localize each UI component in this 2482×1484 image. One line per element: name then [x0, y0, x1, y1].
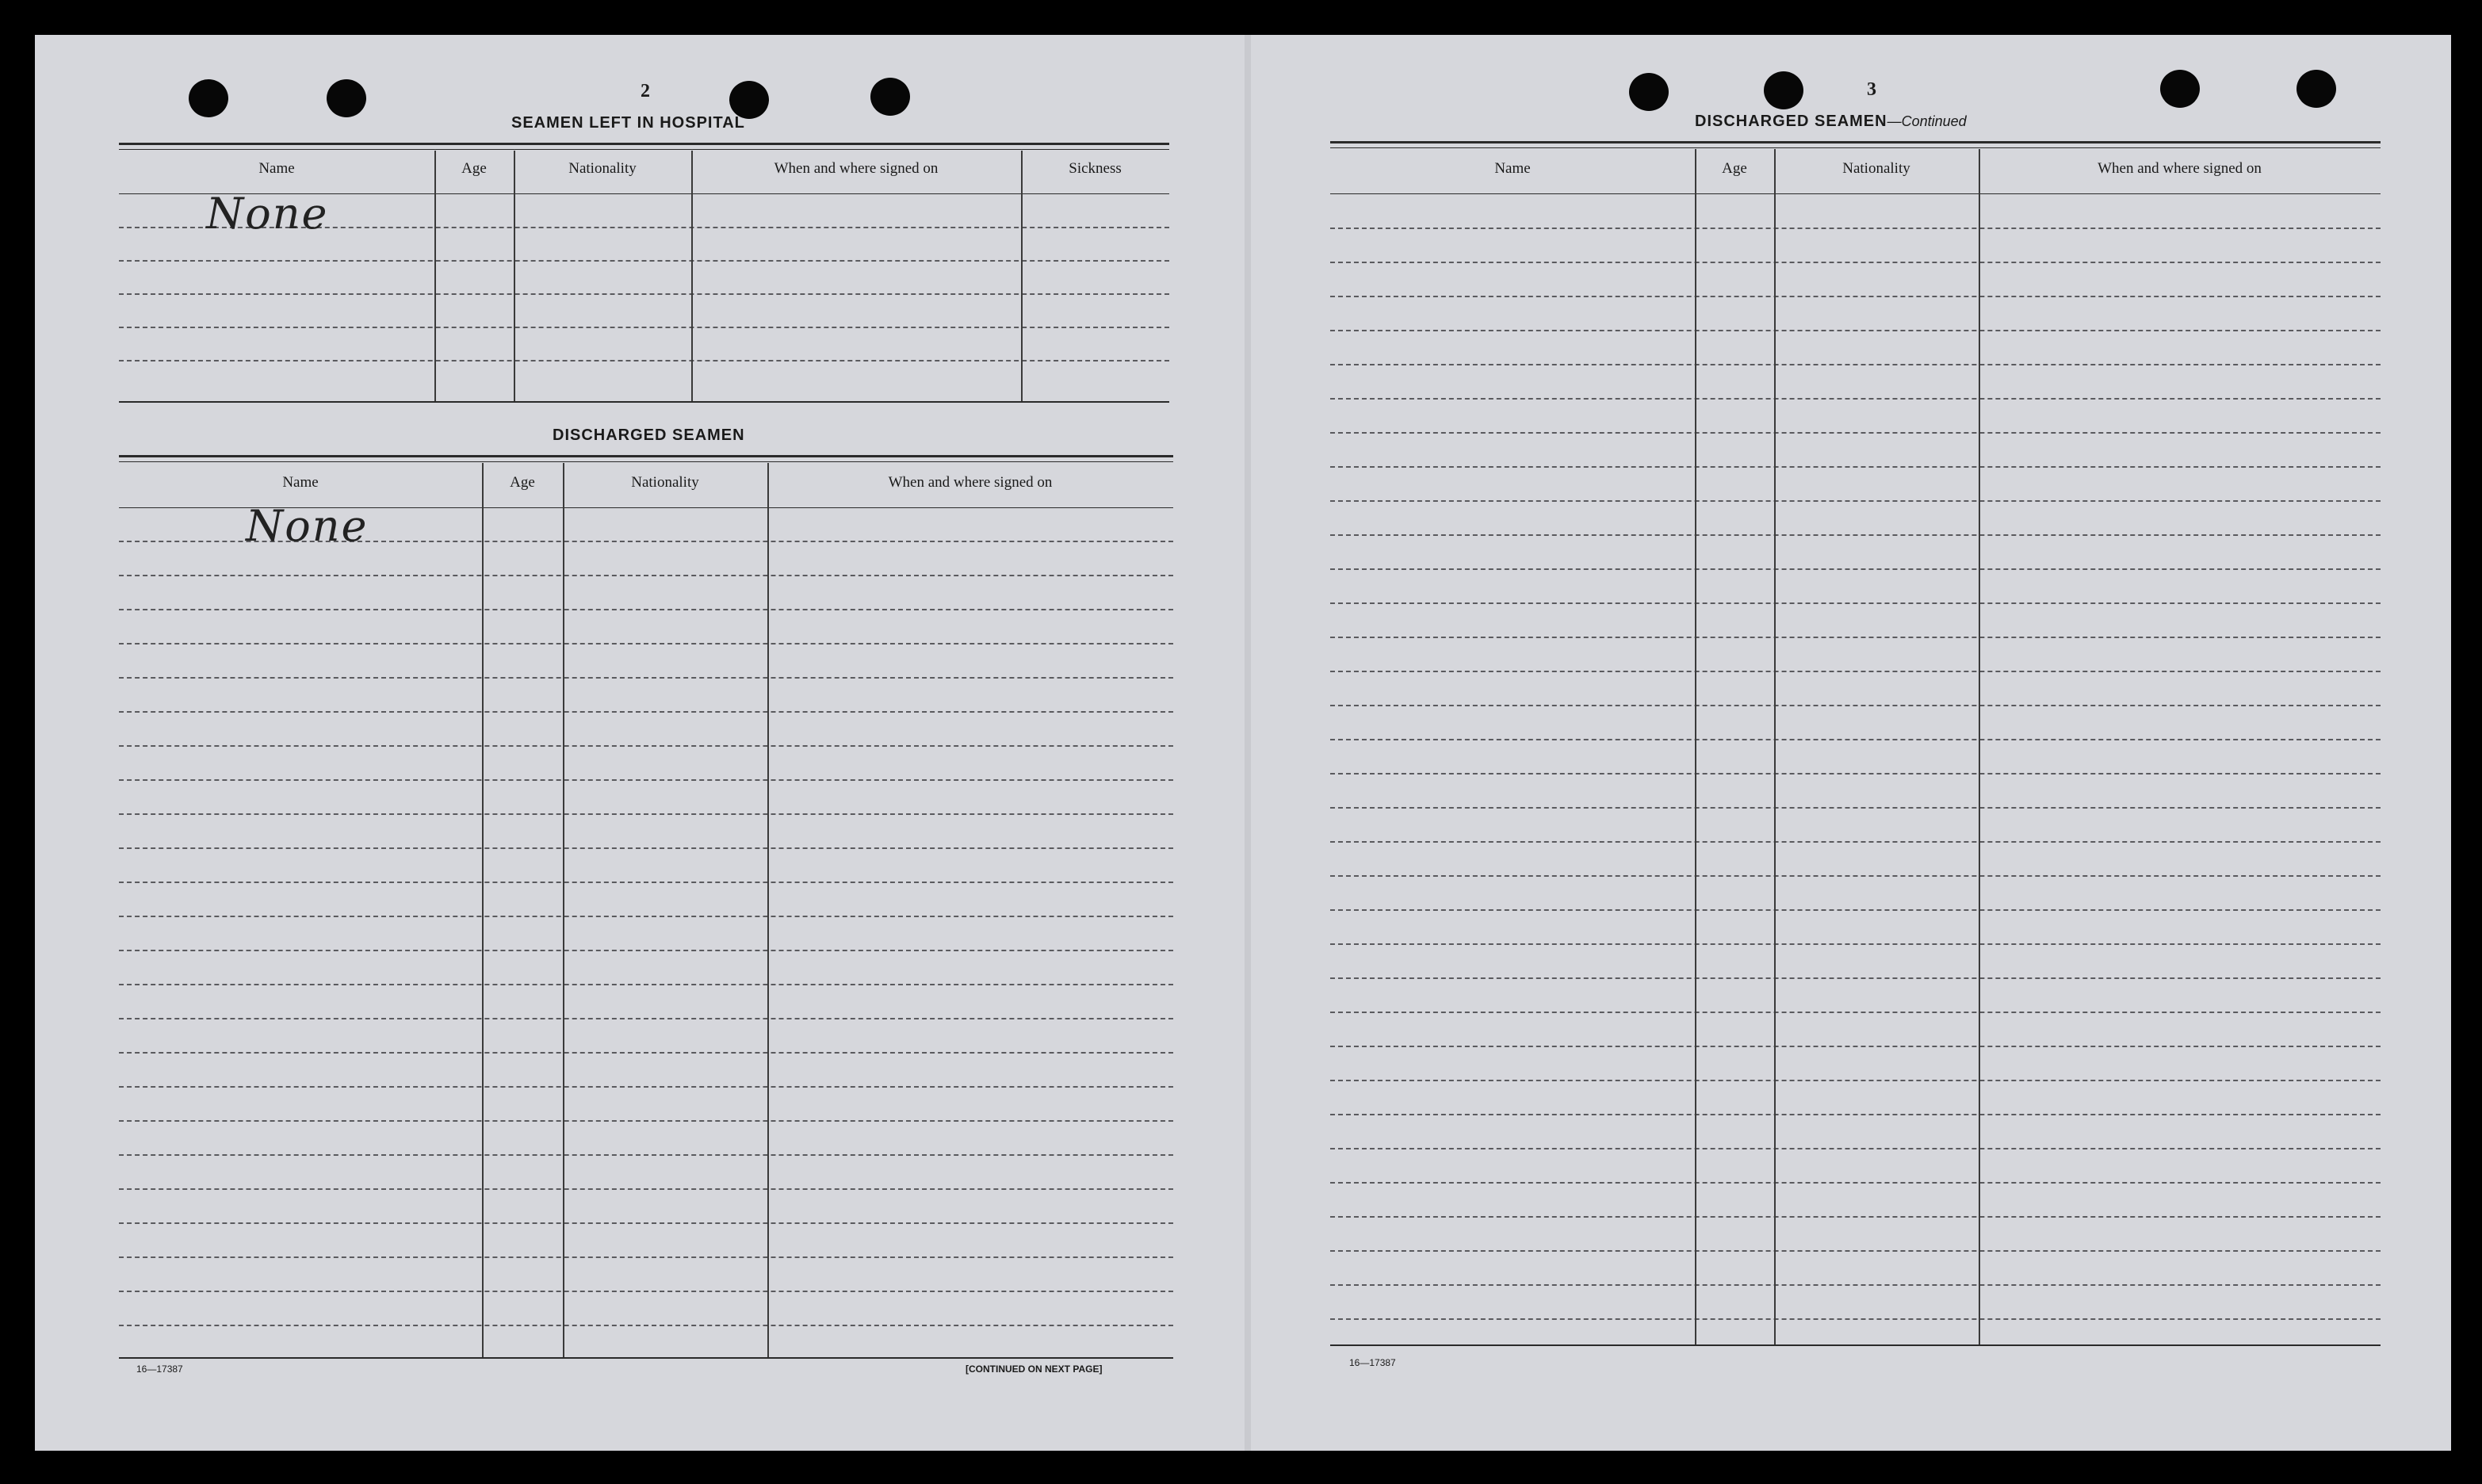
- form-number-left: 16—17387: [136, 1364, 183, 1375]
- discharged-continued-table: [1330, 141, 2381, 1349]
- col-header-signed-on: When and where signed on: [774, 160, 939, 177]
- punch-hole: [189, 79, 228, 117]
- col-header-name: Name: [258, 160, 295, 177]
- col-header-age: Age: [1722, 160, 1747, 177]
- punch-hole: [870, 78, 910, 116]
- punch-hole: [2160, 70, 2200, 108]
- discharged-table: [119, 455, 1173, 1364]
- title-text: DISCHARGED SEAMEN: [1695, 113, 1887, 130]
- punch-hole: [2297, 70, 2336, 108]
- col-header-nationality: Nationality: [631, 474, 699, 491]
- col-header-signed-on: When and where signed on: [2098, 160, 2262, 177]
- punch-hole: [1629, 73, 1669, 111]
- title-suffix: —Continued: [1887, 113, 1967, 129]
- handwritten-entry: None: [206, 189, 329, 239]
- col-header-age: Age: [510, 474, 535, 491]
- punch-hole: [327, 79, 366, 117]
- col-header-name: Name: [1494, 160, 1531, 177]
- punch-hole: [1764, 71, 1803, 109]
- col-header-age: Age: [461, 160, 487, 177]
- page-number-right: 3: [1867, 79, 1876, 100]
- col-header-nationality: Nationality: [1842, 160, 1910, 177]
- continued-note: [CONTINUED ON NEXT PAGE]: [966, 1364, 1103, 1375]
- col-header-nationality: Nationality: [568, 160, 637, 177]
- form-number-right: 16—17387: [1349, 1357, 1396, 1368]
- page-fold: [1245, 35, 1251, 1451]
- handwritten-entry: None: [246, 501, 369, 551]
- punch-hole: [729, 81, 769, 119]
- col-header-name: Name: [282, 474, 319, 491]
- col-header-sickness: Sickness: [1069, 160, 1122, 177]
- page-number-left: 2: [641, 81, 650, 101]
- discharged-continued-title: [1695, 113, 1967, 131]
- hospital-section-title: SEAMEN LEFT IN HOSPITAL: [511, 114, 745, 132]
- discharged-section-title: DISCHARGED SEAMEN: [553, 426, 745, 444]
- col-header-signed-on: When and where signed on: [888, 474, 1053, 491]
- hospital-table: [119, 143, 1169, 404]
